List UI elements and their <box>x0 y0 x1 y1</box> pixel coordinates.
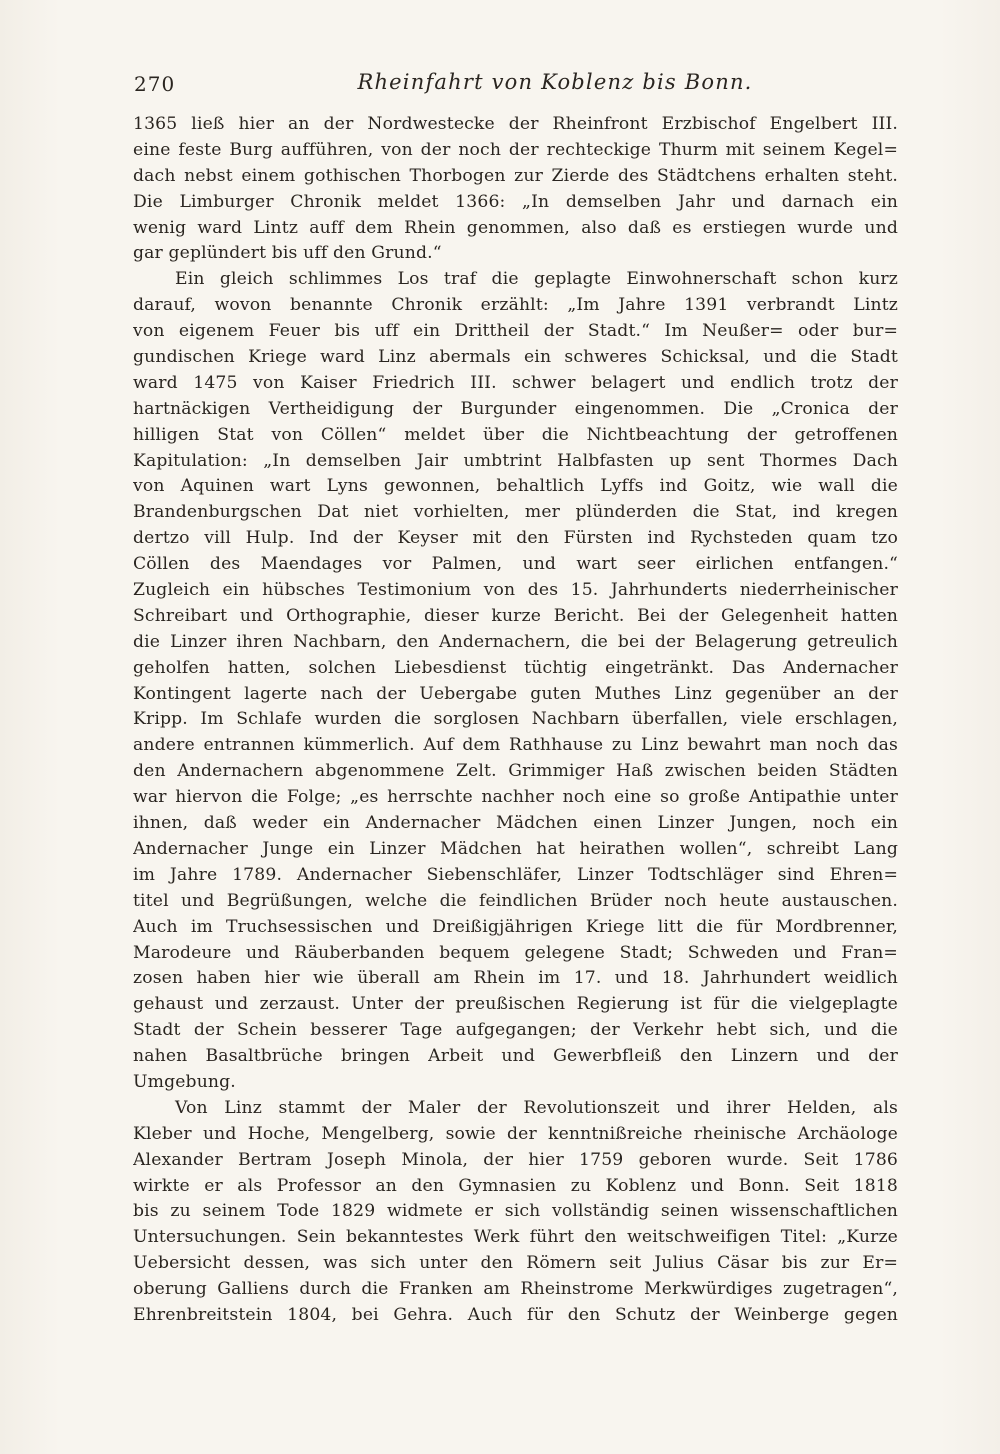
text-line: dach nebst einem gothischen Thorbogen zur Zierde des Städtchens erhalten steht. <box>133 165 898 186</box>
text-line: geholfen hatten, solchen Liebesdienst tüchtig eingetränkt. Das Andernacher <box>133 657 898 678</box>
text-line: Andernacher Junge ein Linzer Mädchen hat heirathen wollen“, schreibt Lang <box>133 838 898 859</box>
text-line: dertzo vill Hulp. Ind der Keyser mit den Fürsten ind Rychsteden quam tzo <box>133 528 898 549</box>
text-line: darauf, wovon benannte Chronik erzählt: „Im Jahre 1391 verbrandt Lintz <box>133 295 898 316</box>
text-line: zosen haben hier wie überall am Rhein im 17. und 18. Jahrhundert weidlich <box>133 968 898 989</box>
text-line: nahen Basaltbrüche bringen Arbeit und Gewerbfleiß den Linzern und der <box>133 1046 898 1067</box>
text-line: gehaust und zerzaust. Unter der preußischen Regierung ist für die vielgeplagte <box>133 994 898 1015</box>
text-line: Marodeure und Räuberbanden bequem gelegene Stadt; Schweden und Fran= <box>133 942 898 963</box>
page-number: 270 <box>134 72 176 96</box>
text-line: Ehrenbreitstein 1804, bei Gehra. Auch für den Schutz der Weinberge gegen <box>133 1304 898 1325</box>
text-line: im Jahre 1789. Andernacher Siebenschläfer, Linzer Todtschläger sind Ehren= <box>133 864 898 885</box>
text-line: 1365 ließ hier an der Nordwestecke der Rheinfront Erzbischof Engelbert III. <box>133 114 898 134</box>
text-line: bis zu seinem Tode 1829 widmete er sich vollständig seinen wissenschaftlichen <box>133 1201 898 1222</box>
text-line: Ein gleich schlimmes Los traf die geplagte Einwohnerschaft schon kurz <box>175 269 898 290</box>
running-head: Rheinfahrt von Koblenz bis Bonn. <box>357 70 753 94</box>
text-line: wirkte er als Professor an den Gymnasien zu Koblenz und Bonn. Seit 1818 <box>133 1175 898 1196</box>
text-line: Kapitulation: „In demselben Jair umbtrint Halbfasten up sent Thormes Dach <box>133 450 898 471</box>
text-line: Schreibart und Orthographie, dieser kurze Bericht. Bei der Gelegenheit hatten <box>133 605 898 626</box>
text-line: war hiervon die Folge; „es herrschte nachher noch eine so große Antipathie unter <box>133 787 898 808</box>
text-line: Stadt der Schein besserer Tage aufgegangen; der Verkehr hebt sich, und die <box>133 1020 898 1041</box>
text-line: ihnen, daß weder ein Andernacher Mädchen einen Linzer Jungen, noch ein <box>133 813 898 834</box>
text-line: oberung Galliens durch die Franken am Rheinstrome Merkwürdiges zugetragen“, <box>133 1279 898 1300</box>
text-line: gundischen Kriege ward Linz abermals ein schweres Schicksal, und die Stadt <box>133 347 898 368</box>
text-line: Auch im Truchsessischen und Dreißigjährigen Kriege litt die für Mordbrenner, <box>133 916 898 937</box>
text-line: Uebersicht dessen, was sich unter den Römern seit Julius Cäsar bis zur Er= <box>133 1253 898 1274</box>
body-text <box>133 112 898 1352</box>
text-line: Untersuchungen. Sein bekanntestes Werk führt den weitschweifigen Titel: „Kurze <box>133 1227 898 1248</box>
text-line: Kripp. Im Schlafe wurden die sorglosen Nachbarn überfallen, viele erschlagen, <box>133 709 898 730</box>
text-line: ward 1475 von Kaiser Friedrich III. schwer belagert und endlich trotz der <box>133 372 898 393</box>
text-line: die Linzer ihren Nachbarn, den Andernachern, die bei der Belagerung getreulich <box>133 631 898 652</box>
text-line: wenig ward Lintz auff dem Rhein genommen, also daß es erstiegen wurde und <box>133 217 898 238</box>
text-line: Umgebung. <box>133 1071 236 1092</box>
text-line: von Aquinen wart Lyns gewonnen, behaltlich Lyffs ind Goitz, wie wall die <box>133 476 898 497</box>
text-line: andere entrannen kümmerlich. Auf dem Rathhause zu Linz bewahrt man noch das <box>133 735 898 756</box>
text-line: von eigenem Feuer bis uff ein Drittheil der Stadt.“ Im Neußer= oder bur= <box>133 321 898 342</box>
text-line: hilligen Stat von Cöllen“ meldet über die Nichtbeachtung der getroffenen <box>133 424 898 445</box>
text-line: den Andernachern abgenommene Zelt. Grimmiger Haß zwischen beiden Städten <box>133 761 898 782</box>
text-line: eine feste Burg aufführen, von der noch der rechteckige Thurm mit seinem Kegel= <box>133 139 898 160</box>
text-line: Zugleich ein hübsches Testimonium von des 15. Jahrhunderts niederrheinischer <box>133 580 898 601</box>
text-line: Kleber und Hoche, Mengelberg, sowie der kenntnißreiche rheinische Archäologe <box>133 1123 898 1144</box>
text-line: Kontingent lagerte nach der Uebergabe guten Muthes Linz gegenüber an der <box>133 683 898 704</box>
text-line: Die Limburger Chronik meldet 1366: „In demselben Jahr und darnach ein <box>133 191 898 212</box>
text-line: Cöllen des Maendages vor Palmen, und wart seer eirlichen entfangen.“ <box>133 554 898 575</box>
text-line: Brandenburgschen Dat niet vorhielten, mer plünderden die Stat, ind kregen <box>133 502 898 523</box>
text-line: hartnäckigen Vertheidigung der Burgunder eingenommen. Die „Cronica der <box>133 398 898 419</box>
page-header <box>134 66 896 106</box>
text-line: Von Linz stammt der Maler der Revolutionszeit und ihrer Helden, als <box>175 1097 898 1118</box>
text-line: titel und Begrüßungen, welche die feindlichen Brüder noch heute austauschen. <box>133 890 898 911</box>
text-line: Alexander Bertram Joseph Minola, der hier 1759 geboren wurde. Seit 1786 <box>133 1149 898 1170</box>
text-line: gar geplündert bis uff den Grund.“ <box>133 243 442 264</box>
